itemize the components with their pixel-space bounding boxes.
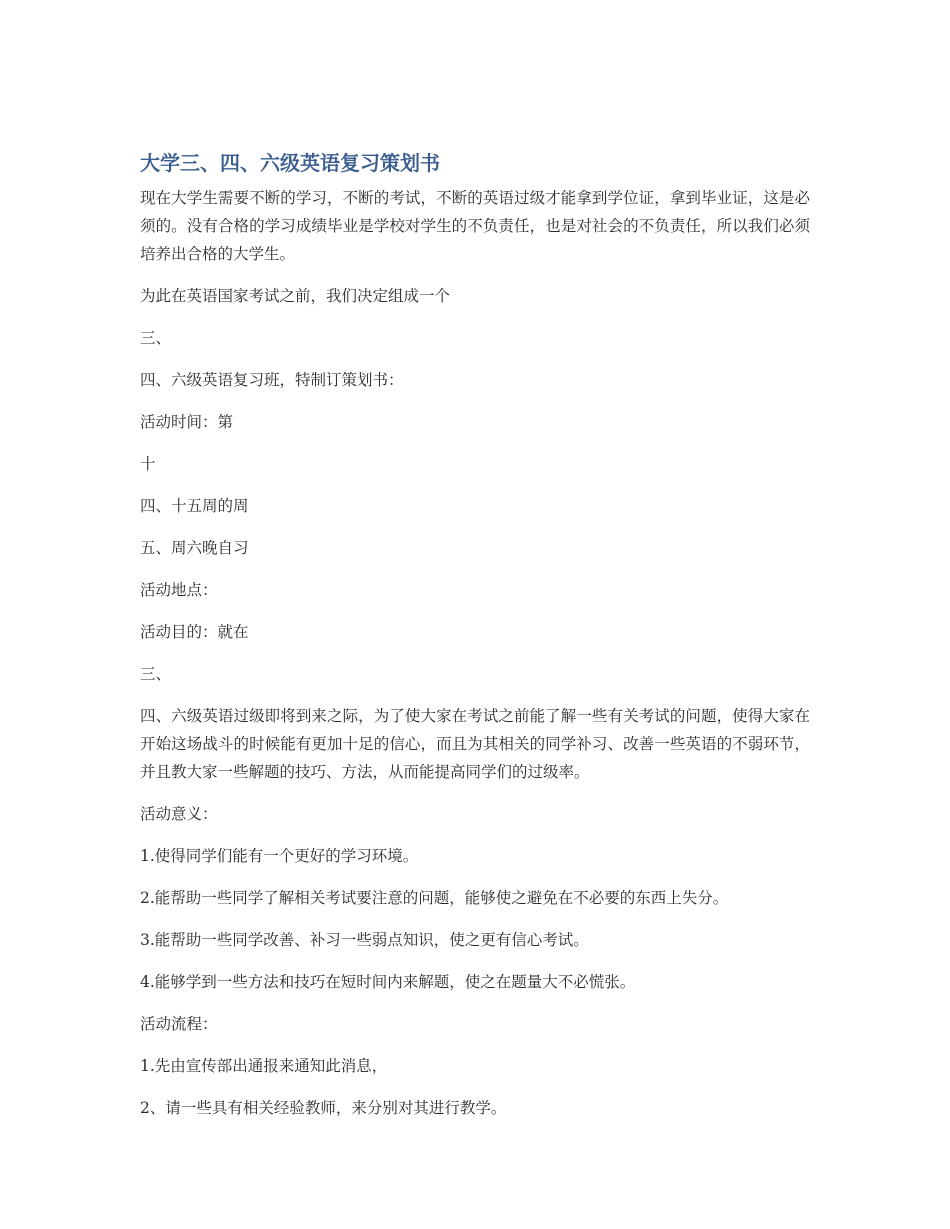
paragraph: 四、六级英语复习班，特制订策划书： [140, 371, 404, 389]
document-page [140, 148, 810, 1136]
list-item: 4.能够学到一些方法和技巧在短时间内来解题，使之在题量大不必慌张。 [140, 973, 636, 991]
paragraph-activity-location: 活动地点： [140, 581, 218, 599]
list-item: 3.能帮助一些同学改善、补习一些弱点知识，使之更有信心考试。 [140, 931, 589, 949]
paragraph-purpose-body: 四、六级英语过级即将到来之际，为了使大家在考试之前能了解一些有关考试的问题，使得大家在开始这场战斗的时候能有更加十足的信心，而且为其相关的同学补习、改善一些英语的不弱环节，并且教大家一些解题的技巧、方法，从而能提高同学们的过级率。 [140, 707, 810, 781]
paragraph: 三、 [140, 329, 172, 347]
document-title: 大学三、四、六级英语复习策划书 [140, 151, 440, 175]
paragraph: 十 [140, 455, 156, 473]
paragraph: 四、十五周的周 [140, 497, 249, 515]
paragraph: 三、 [140, 665, 172, 683]
paragraph-activity-time: 活动时间：第 [140, 413, 234, 431]
paragraph-activity-process: 活动流程： [140, 1015, 218, 1033]
list-item: 1.使得同学们能有一个更好的学习环境。 [140, 847, 419, 865]
paragraph: 为此在英语国家考试之前，我们决定组成一个 [140, 287, 451, 305]
paragraph-activity-significance: 活动意义： [140, 805, 218, 823]
list-item: 2、请一些具有相关经验教师，来分别对其进行教学。 [140, 1099, 507, 1117]
list-item: 1.先由宣传部出通报来通知此消息， [140, 1057, 388, 1075]
paragraph: 五、周六晚自习 [140, 539, 249, 557]
paragraph-activity-purpose: 活动目的：就在 [140, 623, 249, 641]
list-item: 2.能帮助一些同学了解相关考试要注意的问题，能够使之避免在不必要的东西上失分。 [140, 889, 729, 907]
paragraph-intro: 现在大学生需要不断的学习，不断的考试，不断的英语过级才能拿到学位证，拿到毕业证，这是必须的。没有合格的学习成绩毕业是学校对学生的不负责任，也是对社会的不负责任，所以我们必须培养出合格的大学生。 [140, 189, 810, 263]
